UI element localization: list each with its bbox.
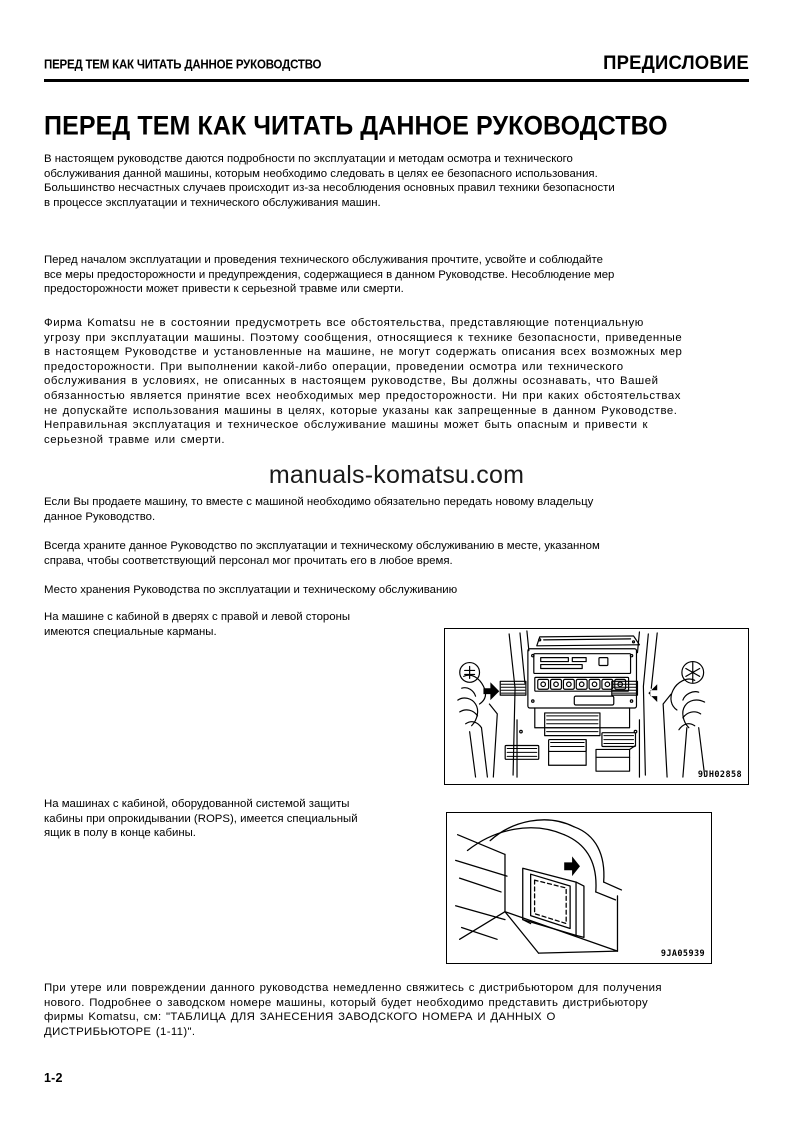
paragraph-storage-location: Всегда храните данное Руководство по эксплуатации и техническому обслуживанию в месте, указанном справа, чтобы соответствующий персонал мог прочитать его в любое время. [44, 540, 600, 567]
figure-cab-interior [444, 628, 749, 785]
paragraph-intro: В настоящем руководстве даются подробности по эксплуатации и методам осмотра и технического обслуживания данной машины, которым необходимо следовать в целях ее безопасного использования. Большинство несчастных случаев происходит из-за несоблюдения основных правил техники безопасности в процессе эксплуатации и технического обслуживания машин. [44, 153, 615, 209]
paragraph-storage-heading: Место хранения Руководства по эксплуатации и техническому обслуживанию [44, 584, 458, 596]
cab-interior-illustration [445, 629, 748, 784]
paragraph-cab-door-pockets: На машине с кабиной в дверях с правой и левой стороны имеются специальные карманы. [44, 611, 351, 638]
figure-code-2: 9JA05939 [660, 949, 705, 959]
paragraph-transfer-on-sale: Если Вы продаете машину, то вместе с машиной необходимо обязательно передать новому владельцу данное Руководство. [44, 496, 594, 523]
paragraph-lost-manual-contact: При утере или повреждении данного руководства немедленно свяжитесь с дистрибьютором для получения нового. Подробнее о заводском номере машины, который будет необходимо представить дистрибьютору фирмы Komatsu, см: "ТАБЛИЦА ДЛЯ ЗАНЕСЕНИЯ ЗАВОДСКОГО НОМЕРА И ДАННЫХ О ДИСТРИБЬЮТОРЕ (1-11)". [44, 982, 662, 1038]
arrow-left-pocket [483, 682, 499, 700]
rops-floor-box-illustration [447, 813, 711, 963]
header-divider-rule [44, 79, 749, 82]
site-watermark: manuals-komatsu.com [268, 461, 525, 489]
page-title: ПЕРЕД ТЕМ КАК ЧИТАТЬ ДАННОЕ РУКОВОДСТВО [44, 110, 668, 141]
paragraph-komatsu-disclaimer: Фирма Komatsu не в состоянии предусмотреть все обстоятельства, представляющие потенциальную угрозу при эксплуатации машины. Поэтому сообщения, относящиеся к технике безопасности, приведенные в настоящем Руководстве и установленные на машине, не могут содержать описания всех возможных мер предосторожности. При выполнении какой-либо операции, проведении осмотра или технического обслуживания в условиях, не описанных в настоящем руководстве, Вы должны осознавать, что Вашей обязанностью является принятие всех необходимых мер предосторожности. Ни при каких обстоятельствах не допускайте использования машины в целях, которые указаны как запрещенные в данном Руководстве. Неправильная эксплуатация и техническое обслуживание машины может быть опасным и привести к серьезной травме или смерти. [44, 317, 683, 446]
header-left-title: ПЕРЕД ТЕМ КАК ЧИТАТЬ ДАННОЕ РУКОВОДСТВО [44, 58, 322, 72]
arrow-right-pocket [648, 684, 657, 702]
figure-code-1: 9JH02858 [697, 770, 742, 780]
running-header [44, 50, 749, 74]
header-right-section: ПРЕДИСЛОВИЕ [603, 50, 749, 74]
paragraph-safety-read-first: Перед началом эксплуатации и проведения технического обслуживания прочтите, усвойте и соблюдайте все меры предосторожности и предупреждения, содержащиеся в данном Руководстве. Несоблюдение мер предосторожности может привести к серьезной травме или смерти. [44, 254, 615, 296]
page-number: 1-2 [44, 1071, 63, 1085]
arrow-floor-box [564, 856, 580, 876]
figure-rops-floor-box [446, 812, 712, 964]
paragraph-rops-floor-box: На машинах с кабиной, оборудованной системой защиты кабины при опрокидывании (ROPS), имеется специальный ящик в полу в конце кабины. [44, 798, 358, 840]
